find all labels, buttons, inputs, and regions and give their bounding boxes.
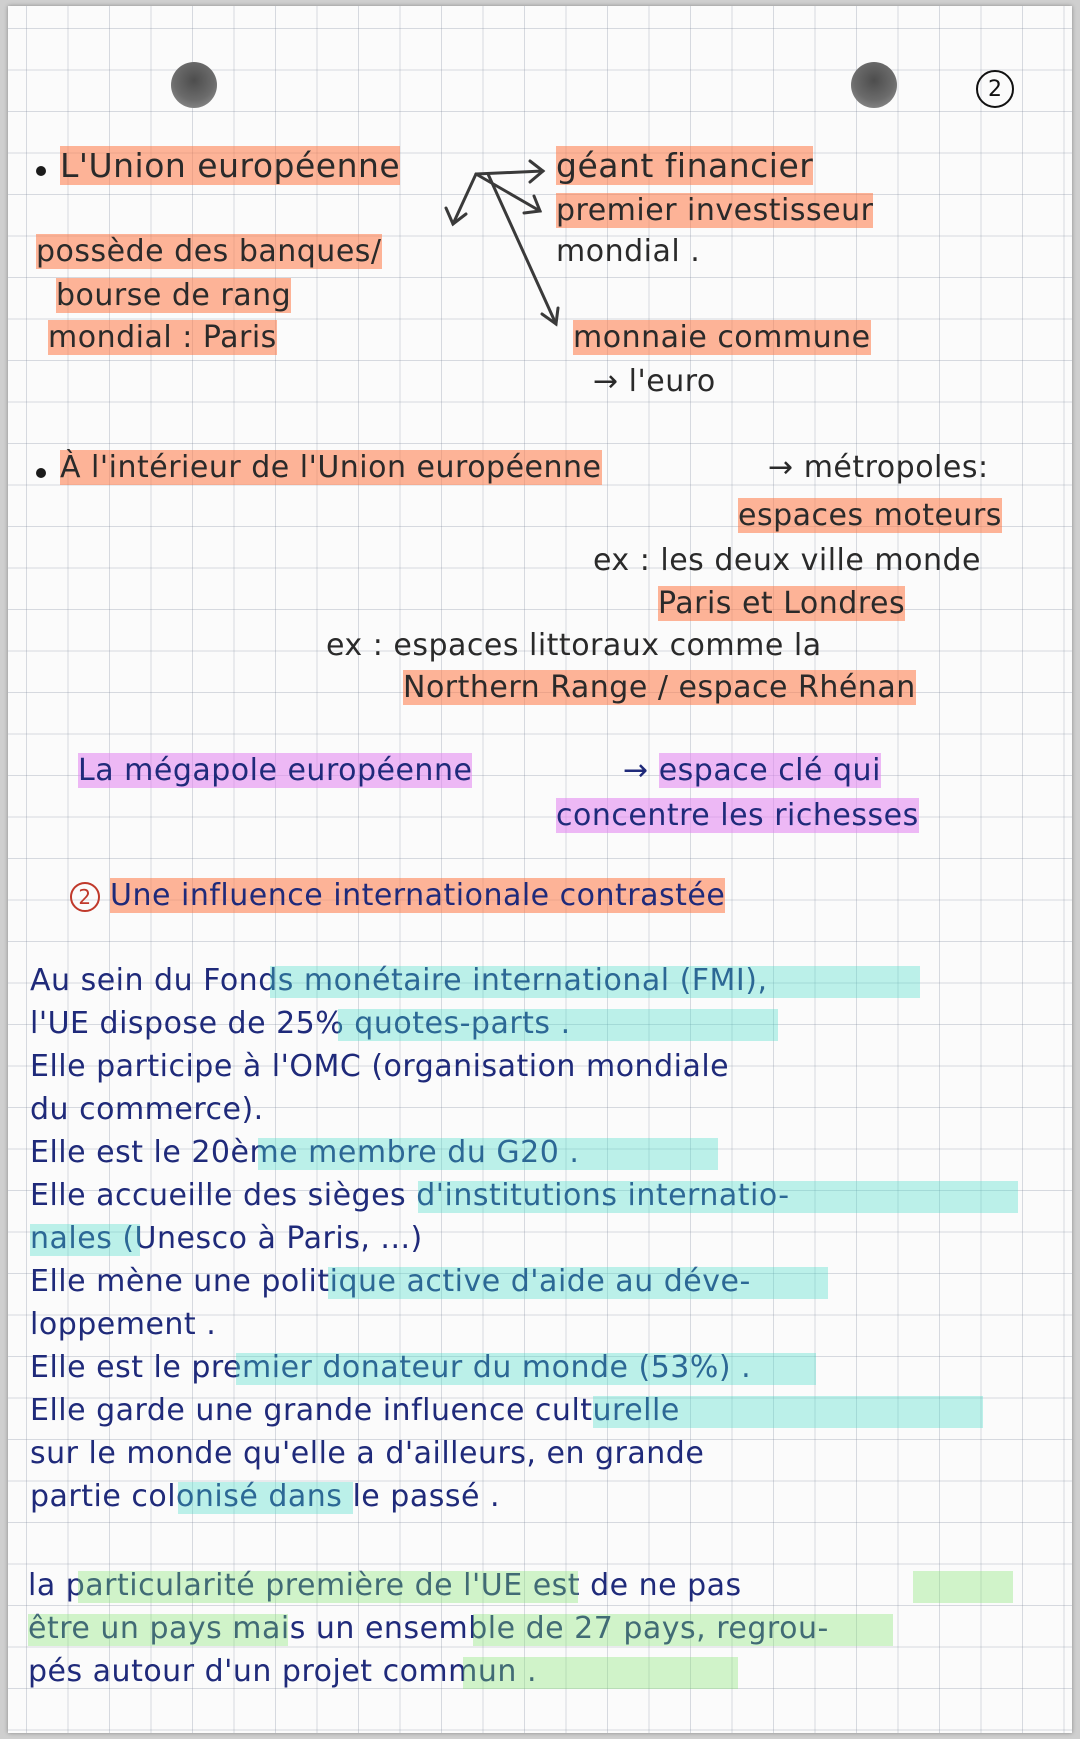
down-branch-1-text: monnaie commune (573, 320, 871, 355)
left-branch-2-text: bourse de rang (56, 278, 292, 313)
right-branch-1-text: géant financier (556, 146, 814, 185)
left-branch-3 (48, 318, 277, 358)
para-line-10: Elle est le premier donateur du monde (53%) . (30, 1350, 752, 1385)
section2-title (60, 448, 602, 488)
example1-line1: ex : les deux ville monde (593, 543, 981, 578)
para-line-5: Elle est le 20ème membre du G20 . (30, 1135, 580, 1170)
bullet (36, 468, 46, 478)
conclusion-line-2: être un pays mais un ensemble de 27 pays, regrou- (28, 1611, 829, 1646)
megalopole-c: concentre les richesses (556, 798, 919, 833)
megalopole-a: La mégapole européenne (78, 753, 473, 788)
highlight-donateur (236, 1353, 816, 1385)
conclusion-line-1: la particularité première de l'UE est de ne pas (28, 1568, 742, 1603)
para-line-13: partie colonisé dans le passé . (30, 1479, 501, 1514)
left-branch-2 (56, 276, 291, 316)
para-line-9: loppement . (30, 1307, 217, 1342)
megalopole-line1b: → espace clé qui (623, 753, 881, 788)
left-branch-1 (36, 232, 382, 272)
conclusion-line-3: pés autour d'un projet commun . (28, 1654, 537, 1689)
para-line-7: nales (Unesco à Paris, ...) (30, 1221, 423, 1256)
megalopole-line1 (78, 751, 472, 791)
para-line-3: Elle participe à l'OMC (organisation mondiale (30, 1049, 730, 1084)
highlight-fmi (270, 966, 920, 998)
section2-line2 (738, 496, 1002, 536)
right-branch-1 (556, 146, 813, 186)
example2-line2 (403, 668, 916, 708)
heading-2-number: 2 (70, 882, 100, 912)
bullet (36, 166, 46, 176)
section2-title-text: À l'intérieur de l'Union européenne (60, 450, 602, 485)
para-line-2: l'UE dispose de 25% quotes-parts . (30, 1006, 571, 1041)
para-line-4: du commerce). (30, 1092, 264, 1127)
example2-line1: ex : espaces littoraux comme la (326, 628, 822, 663)
left-branch-3-text: mondial : Paris (48, 320, 277, 355)
down-branch-1 (573, 318, 871, 358)
para-line-6: Elle accueille des sièges d'institutions internatio- (30, 1178, 790, 1213)
para-line-12: sur le monde qu'elle a d'ailleurs, en grande (30, 1436, 705, 1471)
highlight-projet (463, 1657, 738, 1689)
highlight-quotes (338, 1009, 778, 1041)
highlight-sieges (418, 1181, 1018, 1213)
right-branch-3: mondial . (556, 234, 701, 269)
highlight-nales (30, 1224, 140, 1256)
section2-arrow-target: → métropoles: (768, 450, 989, 485)
highlight-particularite (78, 1571, 578, 1603)
ue-title (60, 146, 400, 186)
example1-line2-text: Paris et Londres (658, 586, 906, 621)
ue-title-text: L'Union européenne (60, 146, 401, 185)
para-line-11: Elle garde une grande influence culturelle (30, 1393, 680, 1428)
heading-2 (70, 876, 725, 916)
heading-2-text: Une influence internationale contrastée (110, 878, 726, 913)
right-branch-2-text: premier investisseur (556, 193, 874, 228)
para-line-1: Au sein du Fonds monétaire international (FMI), (30, 963, 768, 998)
highlight-etre-pays (28, 1614, 288, 1646)
section2-line2-text: espaces moteurs (738, 498, 1002, 533)
highlight-politique (328, 1267, 828, 1299)
section2-arrow-target-text: métropoles: (803, 450, 989, 485)
notebook-page (8, 6, 1072, 1733)
highlight-ensemble (473, 1614, 893, 1646)
para-line-8: Elle mène une politique active d'aide au déve- (30, 1264, 751, 1299)
mindmap-arrows (8, 6, 1072, 426)
highlight-pas (913, 1571, 1013, 1603)
down-branch-2: → l'euro (593, 364, 716, 399)
highlight-colonise (178, 1482, 353, 1514)
page-number: 2 (976, 70, 1014, 108)
highlight-g20 (258, 1138, 718, 1170)
example1-line2 (658, 584, 905, 624)
right-branch-2 (556, 191, 873, 231)
highlight-influence (593, 1396, 983, 1428)
megalopole-b: espace clé qui (658, 753, 881, 788)
megalopole-line2 (556, 796, 919, 836)
example2-line2-text: Northern Range / espace Rhénan (403, 670, 916, 705)
left-branch-1-text: possède des banques/ (36, 234, 382, 269)
